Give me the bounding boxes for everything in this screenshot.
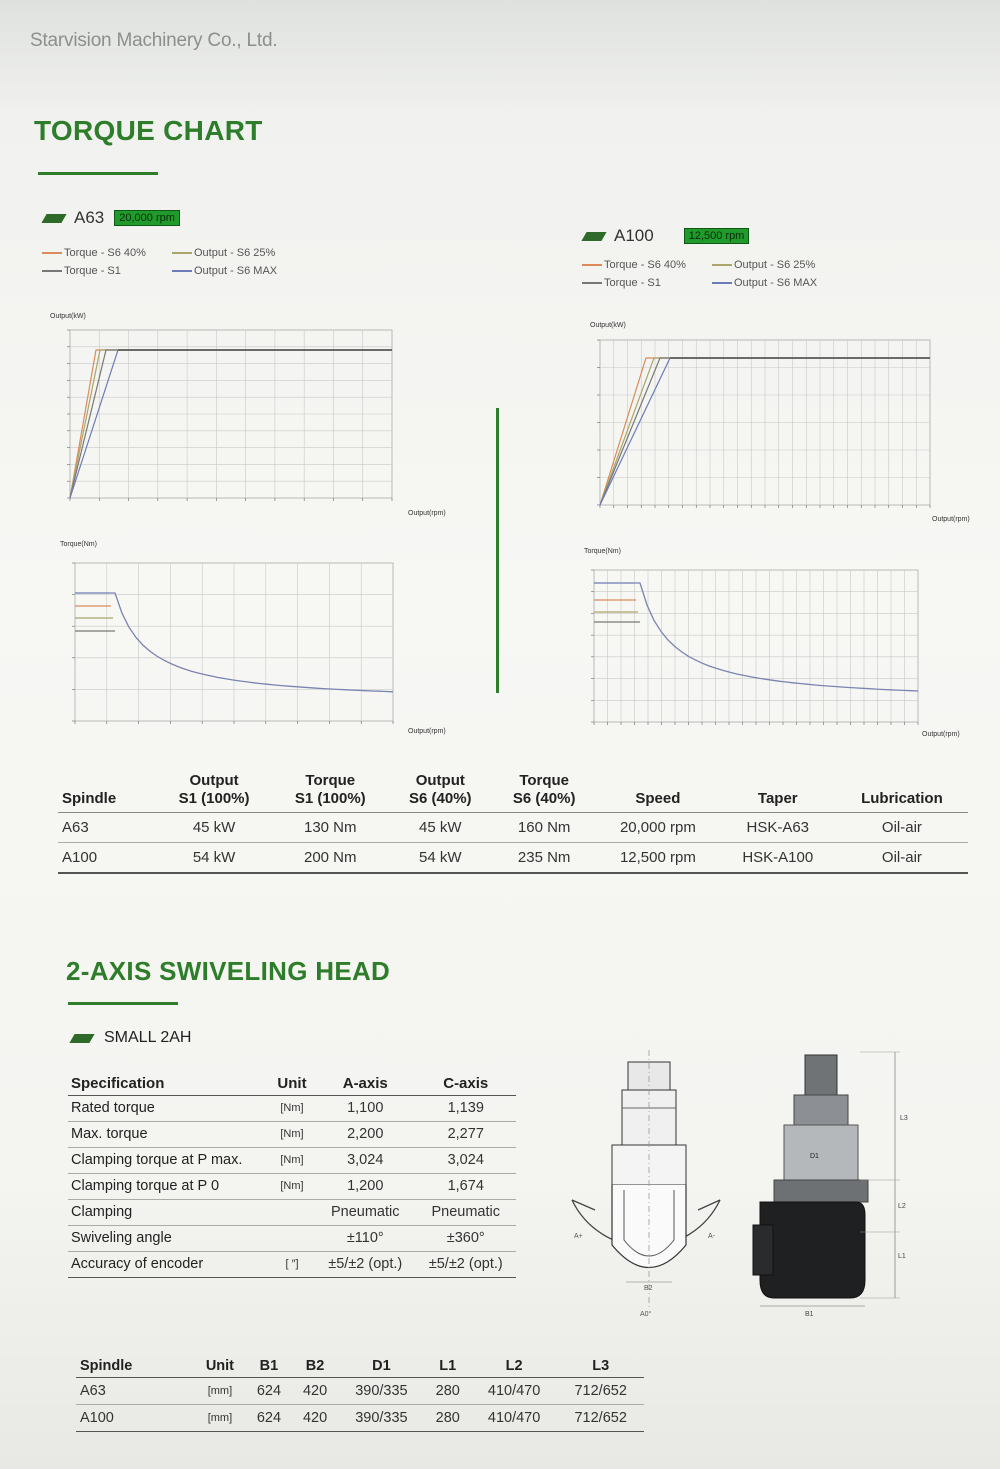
table-cell: 624	[246, 1405, 292, 1432]
table-row	[68, 1252, 516, 1278]
table-row	[76, 1378, 644, 1405]
spindle-flange	[794, 1095, 848, 1125]
table-cell: ±110°	[315, 1226, 416, 1252]
table-header-row	[68, 1072, 516, 1096]
label-b2: B2	[644, 1285, 653, 1292]
table-cell: 410/470	[471, 1378, 558, 1405]
table-cell: 54 kW	[156, 843, 272, 874]
table-header-row	[58, 770, 968, 813]
table-cell: ±5/±2 (opt.)	[416, 1252, 517, 1278]
head-body	[760, 1202, 865, 1298]
table-cell: A63	[58, 813, 156, 843]
swivel-head-drawings	[560, 1040, 920, 1330]
table-cell: 1,674	[416, 1174, 517, 1200]
label-l3: L3	[900, 1115, 908, 1122]
col-unit: Unit	[269, 1072, 315, 1096]
a100-rpm-badge: 12,500 rpm	[684, 228, 750, 244]
dimension-table	[76, 1355, 644, 1432]
table-cell: [mm]	[194, 1405, 246, 1432]
swivel-spec-table	[68, 1072, 516, 1278]
small-2ah-header	[72, 1029, 191, 1047]
table-cell: 1,100	[315, 1096, 416, 1122]
table-cell: [Nm]	[269, 1096, 315, 1122]
col-output-s6: Output S6 (40%)	[388, 770, 492, 813]
table-cell: HSK-A100	[720, 843, 836, 874]
legend-item: Torque - S1	[582, 277, 712, 289]
head-side	[753, 1225, 773, 1275]
table-cell: Pneumatic	[416, 1200, 517, 1226]
col-c-axis: C-axis	[416, 1072, 517, 1096]
col-taper: Taper	[720, 770, 836, 813]
col-speed: Speed	[596, 770, 720, 813]
table-cell: 200 Nm	[272, 843, 388, 874]
table-cell: 2,200	[315, 1122, 416, 1148]
neck	[774, 1180, 868, 1202]
a100-torque-decay-curve	[634, 583, 918, 691]
table-cell: Clamping torque at P 0	[68, 1174, 269, 1200]
table-cell: ±360°	[416, 1226, 517, 1252]
a100-output-x-label: Output(rpm)	[932, 516, 970, 523]
table-row	[58, 813, 968, 843]
dim-col-header: L3	[557, 1355, 644, 1378]
legend-item: Output - S6 MAX	[172, 265, 302, 277]
motor-body	[805, 1055, 837, 1095]
table-cell: 2,277	[416, 1122, 517, 1148]
table-cell: 420	[292, 1405, 338, 1432]
label-b1: B1	[805, 1311, 814, 1318]
a63-output-curve	[70, 350, 392, 498]
charts-divider	[496, 408, 499, 693]
table-cell: 3,024	[315, 1148, 416, 1174]
spindle-spec-table	[58, 770, 968, 874]
table-row	[68, 1174, 516, 1200]
a63-output-curve	[70, 350, 392, 498]
label-a-minus: A-	[708, 1233, 715, 1240]
table-cell: Swiveling angle	[68, 1226, 269, 1252]
table-cell: [Nm]	[269, 1148, 315, 1174]
a63-output-axis-label: Output(kW)	[50, 313, 86, 320]
table-cell: 12,500 rpm	[596, 843, 720, 874]
table-cell: ±5/±2 (opt.)	[315, 1252, 416, 1278]
table-cell: 420	[292, 1378, 338, 1405]
table-cell: 3,024	[416, 1148, 517, 1174]
label-l1: L1	[898, 1253, 906, 1260]
torque-chart-heading: TORQUE CHART	[34, 115, 263, 146]
table-cell: [mm]	[194, 1378, 246, 1405]
table-cell	[269, 1226, 315, 1252]
spindle-body	[784, 1125, 858, 1180]
table-cell: 280	[425, 1378, 471, 1405]
table-cell: 235 Nm	[492, 843, 596, 874]
model-marker-icon	[69, 1034, 94, 1043]
table-cell: 45 kW	[388, 813, 492, 843]
label-d1: D1	[810, 1153, 819, 1160]
table-cell: [ ″]	[269, 1252, 315, 1278]
col-spindle: Spindle	[58, 770, 156, 813]
a63-output-x-label: Output(rpm)	[408, 510, 446, 517]
dim-col-header: B1	[246, 1355, 292, 1378]
table-cell	[269, 1200, 315, 1226]
a100-output-axis-label: Output(kW)	[590, 322, 626, 329]
col-specification: Specification	[68, 1072, 269, 1096]
col-torque-s1: Torque S1 (100%)	[272, 770, 388, 813]
table-cell: 1,200	[315, 1174, 416, 1200]
dim-col-header: L2	[471, 1355, 558, 1378]
table-cell: Clamping	[68, 1200, 269, 1226]
a63-output-curve	[70, 350, 392, 498]
table-cell: A100	[58, 843, 156, 874]
table-row	[58, 843, 968, 874]
table-cell: A100	[76, 1405, 194, 1432]
table-cell: 624	[246, 1378, 292, 1405]
a63-torque-x-label: Output(rpm)	[408, 728, 446, 735]
swivel-heading: 2-AXIS SWIVELING HEAD	[66, 956, 391, 986]
a100-model-name: A100	[614, 226, 654, 245]
table-cell: Max. torque	[68, 1122, 269, 1148]
table-cell: A63	[76, 1378, 194, 1405]
table-cell: [Nm]	[269, 1174, 315, 1200]
dim-col-header: B2	[292, 1355, 338, 1378]
legend-item: Torque - S6 40%	[582, 259, 712, 271]
a100-torque-axis-label: Torque(Nm)	[584, 548, 621, 555]
table-cell: 54 kW	[388, 843, 492, 874]
a63-rpm-badge: 20,000 rpm	[114, 210, 180, 226]
table-cell: 410/470	[471, 1405, 558, 1432]
table-cell: 20,000 rpm	[596, 813, 720, 843]
table-cell: 712/652	[557, 1405, 644, 1432]
a63-model-name: A63	[74, 208, 105, 227]
small-2ah-label: SMALL 2AH	[104, 1029, 192, 1046]
table-cell: Oil-air	[836, 813, 968, 843]
legend-item: Output - S6 25%	[712, 259, 842, 271]
dim-col-header: D1	[338, 1355, 425, 1378]
table-cell: HSK-A63	[720, 813, 836, 843]
table-row	[68, 1122, 516, 1148]
table-cell: 390/335	[338, 1378, 425, 1405]
label-l2: L2	[898, 1203, 906, 1210]
table-row	[68, 1096, 516, 1122]
label-a0: A0°	[640, 1311, 652, 1318]
dim-col-header: Unit	[194, 1355, 246, 1378]
table-cell: 1,139	[416, 1096, 517, 1122]
table-cell: 390/335	[338, 1405, 425, 1432]
table-row	[76, 1405, 644, 1432]
legend-item: Output - S6 MAX	[712, 277, 842, 289]
table-cell: [Nm]	[269, 1122, 315, 1148]
table-cell: 280	[425, 1405, 471, 1432]
table-row	[68, 1200, 516, 1226]
table-cell: 45 kW	[156, 813, 272, 843]
label-a-plus: A+	[574, 1233, 583, 1240]
a63-output-curve	[70, 350, 392, 498]
col-torque-s6: Torque S6 (40%)	[492, 770, 596, 813]
dim-col-header: L1	[425, 1355, 471, 1378]
table-cell: 712/652	[557, 1378, 644, 1405]
table-header-row	[76, 1355, 644, 1378]
col-lubrication: Lubrication	[836, 770, 968, 813]
a63-torque-decay-curve	[109, 593, 393, 692]
col-a-axis: A-axis	[315, 1072, 416, 1096]
table-cell: Accuracy of encoder	[68, 1252, 269, 1278]
table-cell: Pneumatic	[315, 1200, 416, 1226]
table-cell: 130 Nm	[272, 813, 388, 843]
legend-item: Torque - S1	[42, 265, 172, 277]
heading-underline	[68, 1002, 178, 1005]
table-row	[68, 1148, 516, 1174]
a100-torque-x-label: Output(rpm)	[922, 731, 960, 738]
a63-torque-axis-label: Torque(Nm)	[60, 541, 97, 548]
table-cell: Rated torque	[68, 1096, 269, 1122]
col-output-s1: Output S1 (100%)	[156, 770, 272, 813]
table-cell: 160 Nm	[492, 813, 596, 843]
table-row	[68, 1226, 516, 1252]
company-name: Starvision Machinery Co., Ltd.	[30, 30, 278, 51]
table-cell: Clamping torque at P max.	[68, 1148, 269, 1174]
legend-item: Torque - S6 40%	[42, 247, 172, 259]
legend-item: Output - S6 25%	[172, 247, 302, 259]
table-cell: Oil-air	[836, 843, 968, 874]
dim-col-header: Spindle	[76, 1355, 194, 1378]
